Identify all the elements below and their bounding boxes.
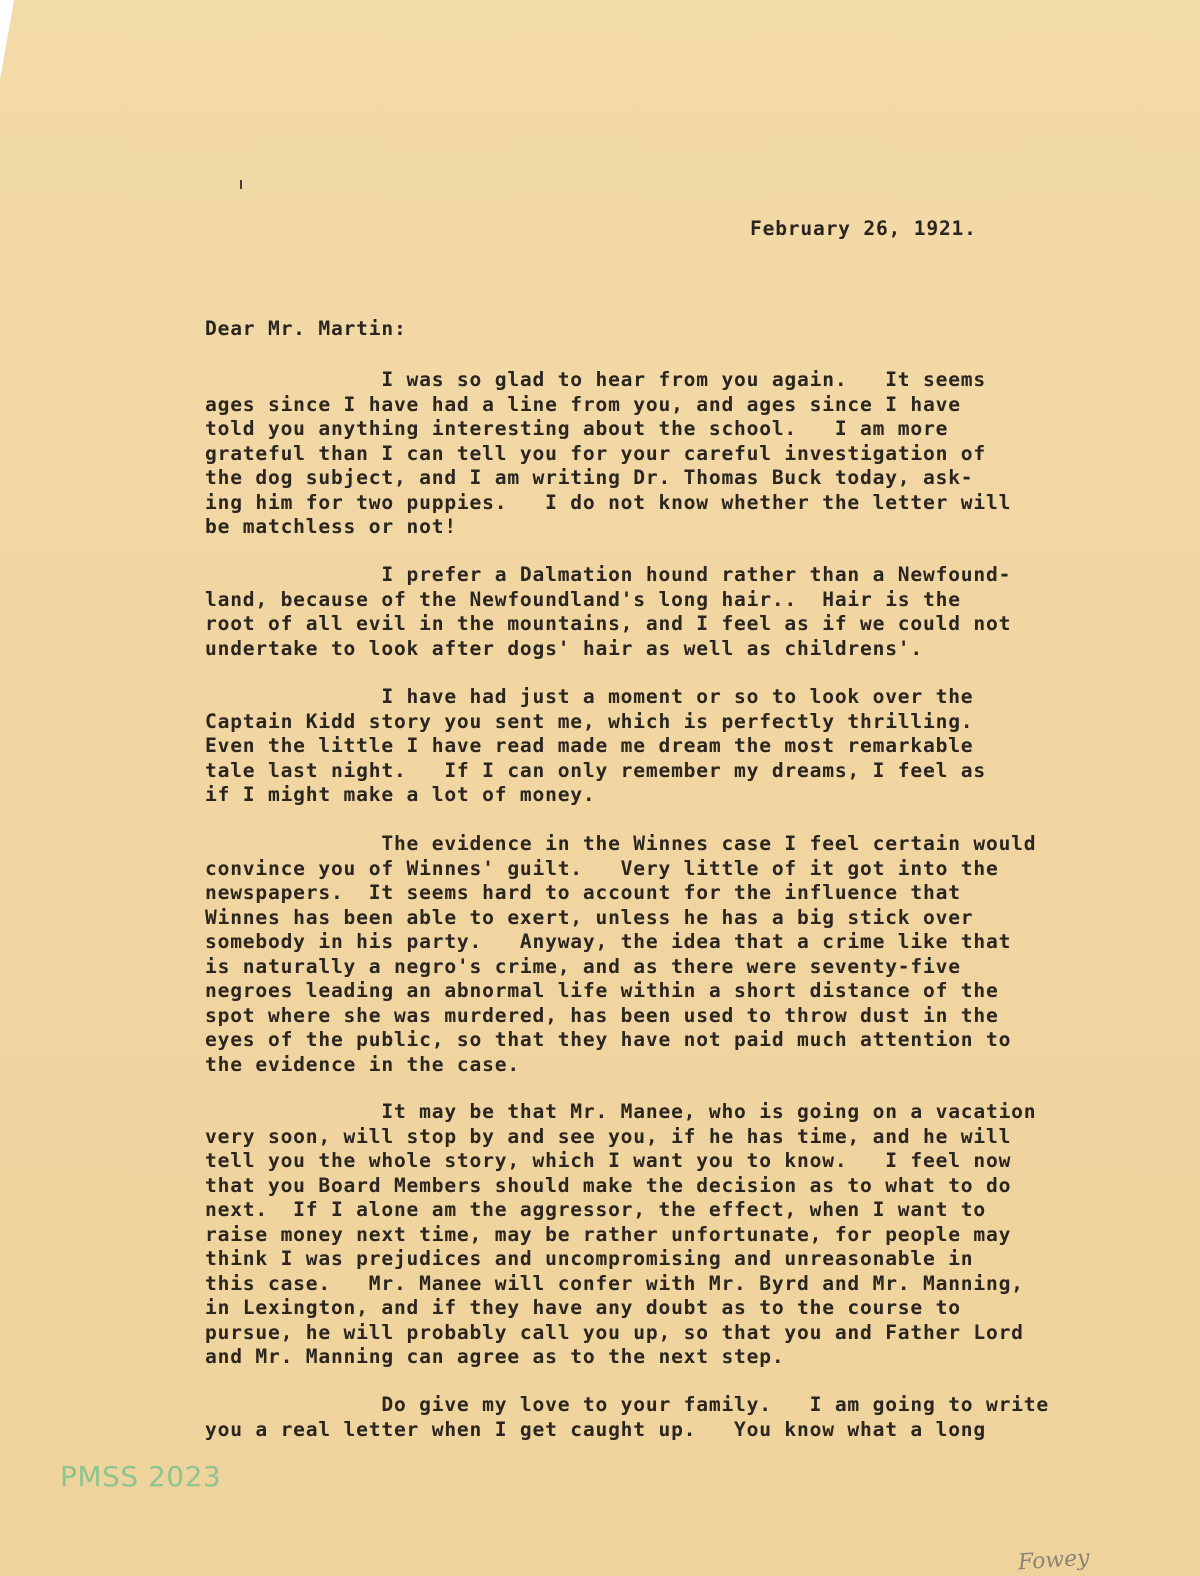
text-line: very soon, will stop by and see you, if he has time, and he will	[205, 1124, 1012, 1148]
text-line: root of all evil in the mountains, and I feel as if we could not	[205, 612, 1012, 635]
paragraph-mr-manee	[205, 1100, 1036, 1370]
text-line: in Lexington, and if they have any doubt as to the course to	[205, 1296, 961, 1319]
letter-salutation: Dear Mr. Martin:	[205, 317, 407, 340]
text-line: the evidence in the case.	[205, 1052, 520, 1076]
text-line: newspapers. It seems hard to account for the influence that	[205, 881, 961, 904]
text-line: negroes leading an abnormal life within a short distance of the	[205, 979, 999, 1002]
text-line: grateful than I can tell you for your careful investigation of	[205, 441, 986, 465]
text-line: land, because of the Newfoundland's long hair.. Hair is the	[205, 587, 961, 611]
text-line: It may be that Mr. Manee, who is going on a vacation	[205, 1100, 1037, 1123]
text-line: Winnes has been able to exert, unless he has a big stick over	[205, 905, 974, 929]
text-line: tale last night. If I can only remember my dreams, I feel as	[205, 758, 986, 782]
margin-mark	[240, 180, 242, 189]
text-line: Even the little I have read made me dream the most remarkable	[205, 734, 974, 757]
text-line: next. If I alone am the aggressor, the effect, when I want to	[205, 1198, 986, 1221]
text-line: this case. Mr. Manee will confer with Mr. Byrd and Mr. Manning,	[205, 1271, 1024, 1295]
text-line: I was so glad to hear from you again. It seems	[205, 368, 986, 391]
text-line: I have had just a moment or so to look over the	[205, 685, 974, 708]
text-line: if I might make a lot of money.	[205, 783, 596, 806]
text-line: Captain Kidd story you sent me, which is perfectly thrilling.	[205, 709, 974, 733]
paragraph-dalmation	[205, 563, 1011, 661]
text-line: and Mr. Manning can agree as to the next step.	[205, 1345, 785, 1368]
text-line: be matchless or not!	[205, 515, 457, 538]
paragraph-closing	[205, 1393, 1049, 1442]
text-line: raise money next time, may be rather unfortunate, for people may	[205, 1222, 1012, 1246]
text-line: convince you of Winnes' guilt. Very little of it got into the	[205, 856, 999, 880]
text-line: somebody in his party. Anyway, the idea that a crime like that	[205, 930, 1012, 953]
pencil-annotation: Fowey	[1017, 1545, 1091, 1576]
text-line: ing him for two puppies. I do not know whether the letter will	[205, 490, 1012, 514]
torn-page-corner	[0, 0, 14, 80]
text-line: eyes of the public, so that they have not paid much attention to	[205, 1028, 1012, 1051]
text-line: told you anything interesting about the school. I am more	[205, 417, 949, 440]
archive-watermark: PMSS 2023	[60, 1460, 222, 1493]
text-line: pursue, he will probably call you up, so that you and Father Lord	[205, 1320, 1024, 1344]
text-line: that you Board Members should make the decision as to what to do	[205, 1173, 1012, 1197]
text-line: tell you the whole story, which I want you to know. I feel now	[205, 1149, 1012, 1172]
paragraph-captain-kidd	[205, 685, 986, 808]
paragraph-winnes-case	[205, 832, 1036, 1077]
text-line: Do give my love to your family. I am going to write	[205, 1393, 1049, 1416]
text-line: spot where she was murdered, has been used to throw dust in the	[205, 1003, 999, 1027]
text-line: I prefer a Dalmation hound rather than a Newfound-	[205, 563, 1012, 586]
text-line: think I was prejudices and uncompromising and unreasonable in	[205, 1247, 974, 1270]
paragraph-dog-subject	[205, 368, 1011, 540]
text-line: undertake to look after dogs' hair as well as childrens'.	[205, 636, 923, 660]
text-line: you a real letter when I get caught up. You know what a long	[205, 1417, 986, 1441]
letter-date: February 26, 1921.	[750, 217, 977, 240]
text-line: ages since I have had a line from you, and ages since I have	[205, 392, 961, 416]
text-line: is naturally a negro's crime, and as there were seventy-five	[205, 954, 961, 978]
text-line: the dog subject, and I am writing Dr. Thomas Buck today, ask-	[205, 466, 974, 489]
text-line: The evidence in the Winnes case I feel certain would	[205, 832, 1037, 855]
